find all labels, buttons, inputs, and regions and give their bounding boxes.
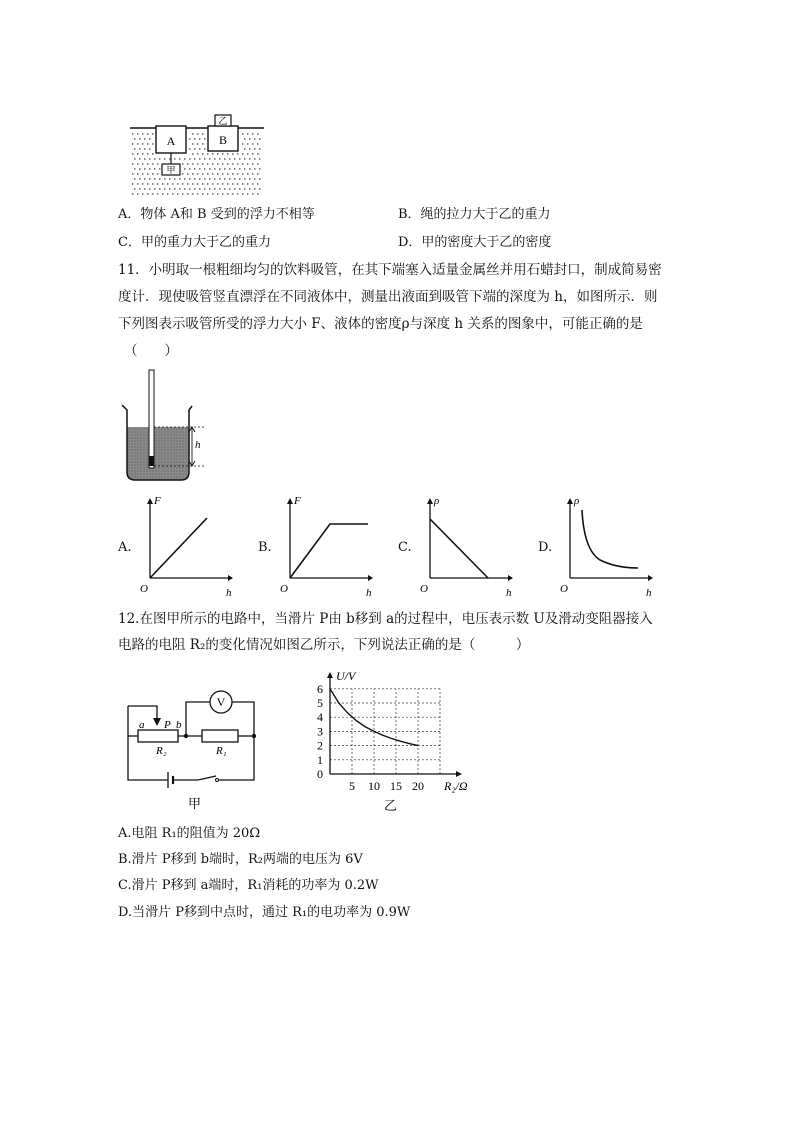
x-axis-label: R₂/Ω	[444, 779, 468, 793]
y-tick-5: 5	[317, 696, 323, 710]
q10-option-a[interactable]: A．物体 A和 B 受到的浮力不相等	[118, 207, 315, 222]
q12-option-a[interactable]: A.电阻 R₁的阻值为 20Ω	[118, 826, 261, 841]
svg-text:h: h	[226, 587, 232, 599]
svg-text:O: O	[420, 583, 428, 595]
q11-stem-line-1: 11．小明取一根粗细均匀的饮料吸管，在其下端塞入适量金属丝并用石蜡封口，制成简易密	[118, 262, 662, 278]
weight-jia-label: 甲	[166, 165, 176, 175]
q11-option-d-label[interactable]: D.	[538, 540, 553, 555]
resistor-r2	[138, 730, 178, 742]
graph-d-curve	[582, 510, 638, 568]
svg-text:h: h	[646, 587, 652, 599]
graph-c-line	[430, 519, 488, 578]
svg-text:h: h	[506, 587, 512, 599]
straw-plug	[149, 456, 154, 466]
q11-stem-line-2: 度计．现使吸管竖直漂浮在不同液体中，测量出液面到吸管下端的深度为 h，如图所示．则	[118, 289, 658, 305]
q11-option-c-label[interactable]: C.	[398, 540, 412, 555]
weight-yi-label: 乙	[218, 116, 228, 126]
beaker-figure	[116, 368, 212, 486]
y-tick-6: 6	[317, 681, 323, 696]
y-tick-2: 2	[317, 738, 323, 753]
svg-text:F: F	[154, 495, 161, 507]
circuit-figure	[120, 684, 270, 812]
q12-stem-line-2: 电路的电阻 R₂的变化情况如图乙所示，下列说法正确的是（ ）	[118, 637, 530, 653]
block-b-label: B	[218, 133, 228, 147]
svg-text:ρ: ρ	[574, 495, 580, 507]
svg-text:R₂: R₂	[156, 745, 167, 757]
svg-text:O: O	[560, 583, 568, 595]
svg-text:ρ: ρ	[434, 495, 440, 507]
q11-graph-c	[420, 492, 520, 602]
q11-graph-d	[560, 492, 660, 602]
block-a-label: A	[166, 134, 176, 148]
q12-option-d[interactable]: D.当滑片 P移到中点时，通过 R₁的电功率为 0.9W	[118, 905, 411, 920]
svg-text:b: b	[176, 719, 182, 731]
q12-stem-line-1: 12.在图甲所示的电路中，当滑片 P由 b移到 a的过程中，电压表示数 U及滑动变阻器接入	[118, 611, 653, 627]
q10-option-b[interactable]: B．绳的拉力大于乙的重力	[398, 207, 551, 222]
q11-stem-line-4: （ ）	[124, 343, 178, 359]
svg-text:O: O	[140, 583, 148, 595]
y-tick-1: 1	[317, 752, 323, 767]
graph-a-line	[150, 518, 207, 578]
origin-label: 0	[317, 767, 323, 781]
svg-text:R₁: R₁	[216, 745, 227, 757]
q11-stem-line-3: 下列图表示吸管所受的浮力大小 F、液体的密度ρ与深度 h 关系的图象中，可能正确的是	[118, 316, 643, 332]
svg-text:O: O	[280, 583, 288, 595]
graph-caption: 乙	[384, 798, 398, 813]
svg-text:h: h	[366, 587, 372, 599]
resistor-r1	[202, 730, 238, 742]
svg-text:V: V	[216, 695, 226, 709]
q12-option-b[interactable]: B.滑片 P移到 b端时，R₂两端的电压为 6V	[118, 852, 363, 867]
q11-graph-b	[280, 492, 380, 602]
water-dots	[132, 133, 260, 194]
x-tick-5: 5	[349, 779, 355, 793]
circuit-caption: 甲	[188, 796, 202, 811]
q10-option-c[interactable]: C．甲的重力大于乙的重力	[118, 235, 271, 250]
svg-text:a: a	[139, 719, 145, 731]
q11-option-a-label[interactable]: A.	[118, 540, 132, 555]
q11-graph-a	[140, 492, 240, 602]
q12-option-c[interactable]: C.滑片 P移到 a端时，R₁消耗的功率为 0.2W	[118, 878, 379, 893]
q10-figure	[128, 112, 268, 200]
y-tick-4: 4	[317, 710, 323, 725]
q11-option-b-label[interactable]: B.	[258, 540, 272, 555]
svg-text:P: P	[164, 719, 171, 731]
x-tick-15: 15	[390, 779, 402, 793]
voltage-graph	[304, 664, 484, 816]
q10-option-d[interactable]: D．甲的密度大于乙的密度	[398, 235, 552, 250]
y-tick-3: 3	[317, 724, 323, 739]
straw	[149, 370, 154, 468]
svg-text:F: F	[294, 495, 301, 507]
graph-b-line	[290, 524, 368, 578]
liquid	[127, 427, 189, 480]
x-tick-10: 10	[368, 779, 380, 793]
beaker-h-label: h	[195, 439, 201, 451]
y-axis-label: U/V	[336, 669, 356, 683]
x-tick-20: 20	[412, 779, 424, 793]
